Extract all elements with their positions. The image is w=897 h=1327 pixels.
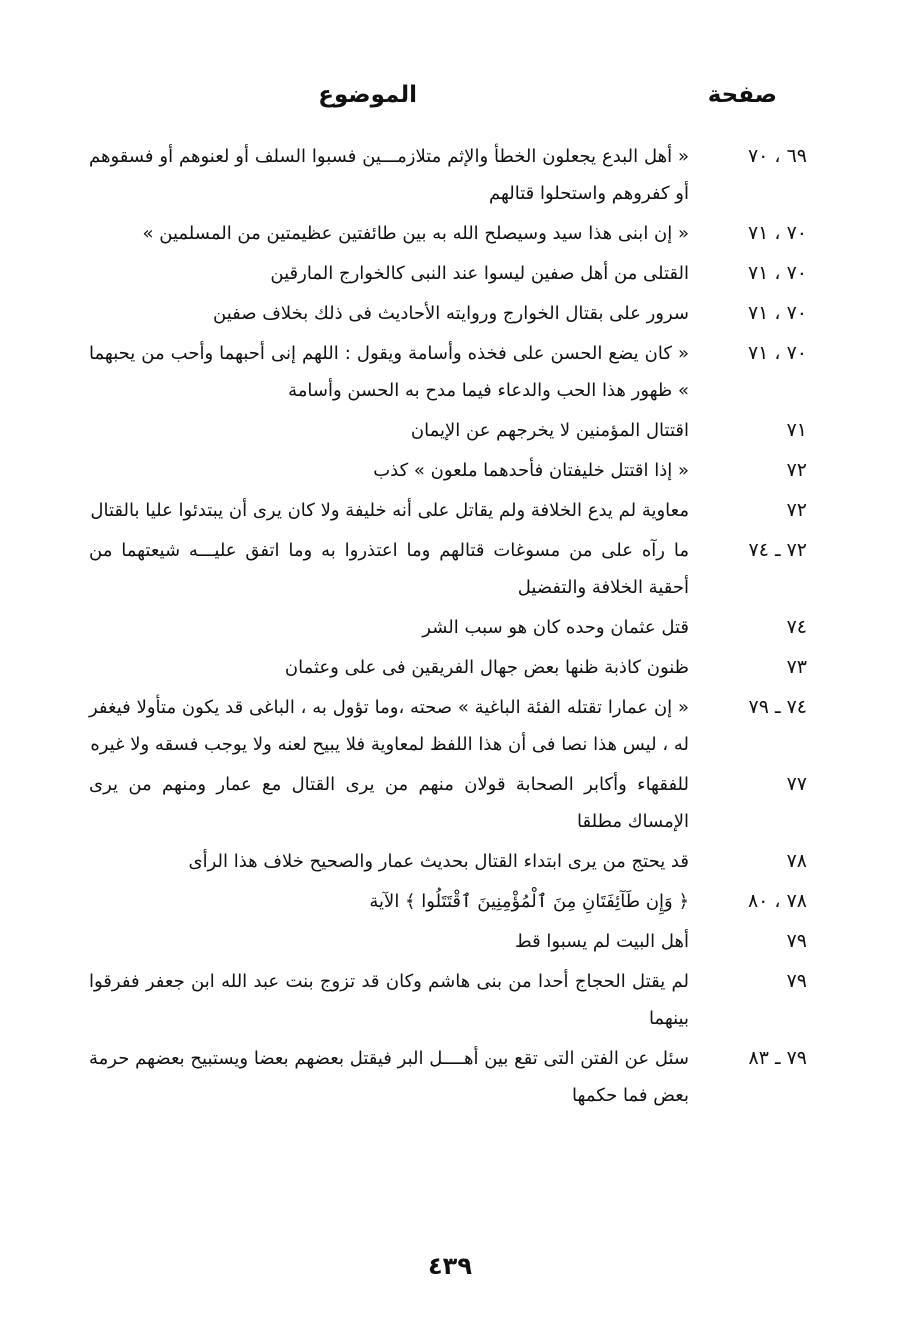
entry-pages: ٧١ (786, 419, 807, 441)
entry-text: ﴿ وَإِن طَآئِفَتَانِ مِنَ ٱلْمُؤْمِنِينَ ٱقْتَتَلُوا ﴾ الآية (369, 891, 689, 912)
entry-pages: ٧٩ (786, 930, 807, 952)
entry-pages: ٧٨ ، ٨٠ (747, 890, 807, 912)
index-entry (87, 843, 807, 880)
index-entry (87, 963, 807, 1037)
index-entry (87, 883, 807, 920)
index-entry (87, 923, 807, 960)
entry-pages: ٧٠ ، ٧١ (747, 222, 807, 244)
index-entry (87, 255, 807, 292)
entry-text: أهل البيت لم يسبوا قط (515, 931, 689, 952)
entry-text: لم يقتل الحجاج أحدا من بنى هاشم وكان قد تزوج بنت عبد الله ابن جعفر ففرقوا بينهما (89, 971, 689, 1029)
entry-pages: ٧٤ ـ ٧٩ (748, 696, 807, 718)
index-entry (87, 138, 807, 212)
index-entry (87, 649, 807, 686)
entry-text: « إذا اقتتل خليفتان فأحدهما ملعون » كذب (373, 460, 689, 481)
entry-pages: ٧٩ ـ ٨٣ (748, 1047, 807, 1069)
entry-pages: ٧٠ ، ٧١ (747, 262, 807, 284)
index-entry (87, 215, 807, 252)
entry-pages: ٧٢ ـ ٧٤ (748, 539, 807, 561)
entry-text: « إن ابنى هذا سيد وسيصلح الله به بين طائفتين عظيمتين من المسلمين » (142, 223, 689, 244)
page-column-header: صفحة (707, 82, 777, 108)
index-entries (87, 138, 807, 1117)
entry-text: « إن عمارا تقتله الفئة الباغية » صحته ،وما تؤول به ، الباغى قد يكون متأولا فيغفر له ، ليس هذا نصا فى أن هذا اللفظ لمعاوية فلا يبيح لعنه ولا يوجب فسقه ولا غيره (89, 697, 689, 755)
index-entry (87, 452, 807, 489)
page-number: ٤٣٩ (428, 1252, 472, 1280)
entry-text: قتل عثمان وحده كان هو سبب الشر (422, 617, 689, 638)
entry-text: سئل عن الفتن التى تقع بين أهــــل البر فيقتل بعضهم بعضا ويستبيح بعضهم حرمة بعض فما حكمها (89, 1048, 689, 1106)
entry-text: « أهل البدع يجعلون الخطأ والإثم متلازمـــين فسبوا السلف أو لعنوهم أو فسقوهم أو كفروهم واستحلوا قتالهم (89, 146, 689, 204)
entry-pages: ٧٨ (786, 850, 807, 872)
index-entry (87, 532, 807, 606)
index-entry (87, 689, 807, 763)
entry-text: للفقهاء وأكابر الصحابة قولان منهم من يرى القتال مع عمار ومنهم من يرى الإمساك مطلقا (89, 774, 689, 832)
entry-pages: ٧٧ (786, 773, 807, 795)
entry-pages: ٧٢ (786, 459, 807, 481)
entry-text: « كان يضع الحسن على فخذه وأسامة ويقول : اللهم إنى أحبهما وأحب من يحبهما » ظهور هذا الحب والدعاء فيما مدح به الحسن وأسامة (89, 343, 689, 401)
entry-text: اقتتال المؤمنين لا يخرجهم عن الإيمان (410, 420, 689, 441)
entry-text: معاوية لم يدع الخلافة ولم يقاتل على أنه خليفة ولا كان يرى أن يبتدئوا عليا بالقتال (90, 500, 689, 521)
index-entry (87, 609, 807, 646)
index-entry (87, 412, 807, 449)
index-entry (87, 492, 807, 529)
entry-pages: ٧٩ (786, 970, 807, 992)
entry-text: سرور على بقتال الخوارج وروايته الأحاديث فى ذلك بخلاف صفين (213, 303, 689, 324)
entry-text: قد يحتج من يرى ابتداء القتال بحديث عمار والصحيح خلاف هذا الرأى (188, 851, 689, 872)
entry-pages: ٧٢ (786, 499, 807, 521)
entry-pages: ٦٩ ، ٧٠ (747, 145, 807, 167)
entry-pages: ٧٠ ، ٧١ (747, 302, 807, 324)
entry-pages: ٧٠ ، ٧١ (747, 342, 807, 364)
index-entry (87, 766, 807, 840)
index-entry (87, 1040, 807, 1114)
entry-text: ظنون كاذبة ظنها بعض جهال الفريقين فى على وعثمان (284, 657, 689, 678)
entry-pages: ٧٤ (786, 616, 807, 638)
index-entry (87, 335, 807, 409)
index-entry (87, 295, 807, 332)
topic-column-header: الموضوع (318, 82, 417, 108)
entry-text: القتلى من أهل صفين ليسوا عند النبى كالخوارج المارقين (270, 263, 689, 284)
entry-pages: ٧٣ (786, 656, 807, 678)
entry-text: ما رآه على من مسوغات قتالهم وما اعتذروا به وما اتفق عليـــه شيعتهما من أحقية الخلافة والتفضيل (89, 540, 689, 598)
